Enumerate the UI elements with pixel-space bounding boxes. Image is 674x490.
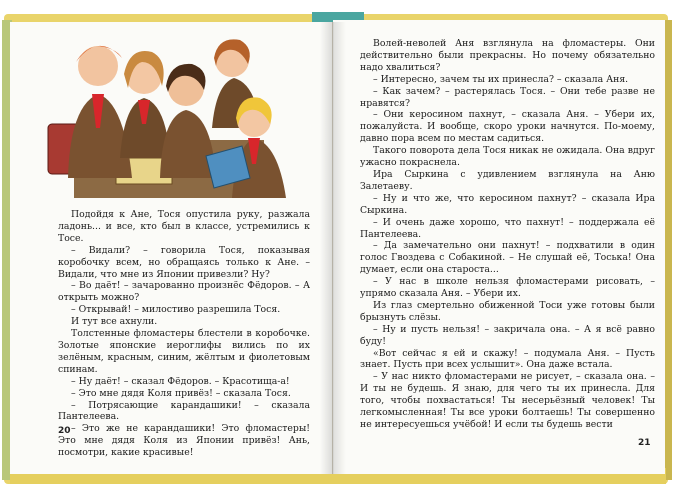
paragraph: – Да замечательно они пахнут! – подхватили в один голос Гвоздева с Собакиной. – Не слушай её, Тоська! Она думает, если она староста... [360, 240, 655, 276]
paragraph: Ира Сыркина с удивлением взглянула на Аню Залетаеву. [360, 168, 655, 192]
paragraph: – И очень даже хорошо, что пахнут! – поддержала её Пантелеева. [360, 216, 655, 240]
paragraph: – У нас в школе нельзя фломастерами рисовать, – упрямо сказала Аня. – Убери их. [360, 276, 655, 300]
paragraph: Такого поворота дела Тося никак не ожидала. Она вдруг ужасно покраснела. [360, 145, 655, 169]
page-number-left: 20 [58, 426, 71, 436]
children-illustration [46, 28, 292, 198]
child-body-3 [160, 110, 216, 178]
paragraph: – Во даёт! – зачарованно произнёс Фёдоров. – А открыть можно? [58, 280, 310, 304]
child-head-1 [78, 46, 118, 86]
paragraph: – Ну и пусть нельзя! – закричала она. – А я всё равно буду! [360, 323, 655, 347]
paragraph: Из глаз смертельно обиженной Тоси уже готовы были брызнуть слёзы. [360, 299, 655, 323]
paragraph: – Потрясающие карандашики! – сказала Пантелеева. [58, 399, 310, 423]
paragraph: – Ну и что же, что керосином пахнут? – сказала Ира Сыркина. [360, 192, 655, 216]
page-number-right: 21 [638, 438, 651, 448]
paragraph: Волей-неволей Аня взглянула на фломастеры. Они действительно были прекрасны. Но почему обязательно надо хвалиться? [360, 38, 655, 73]
paragraph: – Видали? – говорила Тося, показывая коробочку всем, но обращаясь только к Ане. – Видали, что мне из Японии привезли? Ну? [58, 244, 310, 280]
paragraph: – Интересно, зачем ты их принесла? – сказала Аня. [373, 73, 629, 85]
paragraph: – Ну даёт! – сказал Фёдоров. – Красотища-а! [71, 375, 290, 387]
book-gutter [320, 22, 346, 474]
paragraph: Подойдя к Ане, Тося опустила руку, разжала ладонь... и все, кто был в классе, устремились к Тосе. [58, 209, 310, 244]
paragraph: Толстенные фломастеры блестели в коробочке. Золотые японские иероглифы вились по их зелёным, красным, синим, жёлтым и фиолетовым спинам. [58, 328, 310, 375]
paragraph: – Как зачем? – растерялась Тося. – Они тебе разве не нравятся? [360, 85, 655, 109]
left-page-text [58, 209, 310, 459]
paragraph: «Вот сейчас я ей и скажу! – подумала Аня. – Пусть знает. Пусть при всех услышит». Она даже встала. [360, 347, 655, 371]
right-page-text [360, 38, 655, 431]
paragraph: И тут все ахнули. [71, 316, 158, 328]
paragraph: – У нас никто фломастерами не рисует, – сказала она. – И ты не будешь. Я знаю, для чего ты их принесла. Для того, чтобы похвастаться! Ты несерьёзный человек! Ты легкомысленная! Ты все уроки болтаешь! Ты совершенно не интересуешься учёбой! И если ты будешь вести [360, 371, 655, 430]
paragraph: – Это мне дядя Коля привёз! – сказала Тося. [71, 387, 291, 399]
paragraph: – Они керосином пахнут, – сказала Аня. – Убери их, пожалуйста. И вообще, скоро уроки начнутся. По-моему, давно пора всем по местам садиться. [360, 109, 655, 145]
paragraph: – Это же не карандашики! Это фломастеры! Это мне дядя Коля из Японии привёз! Ань, посмотри, какие красивые! [58, 423, 310, 459]
paragraph: – Открывай! – милостиво разрешила Тося. [71, 304, 281, 316]
